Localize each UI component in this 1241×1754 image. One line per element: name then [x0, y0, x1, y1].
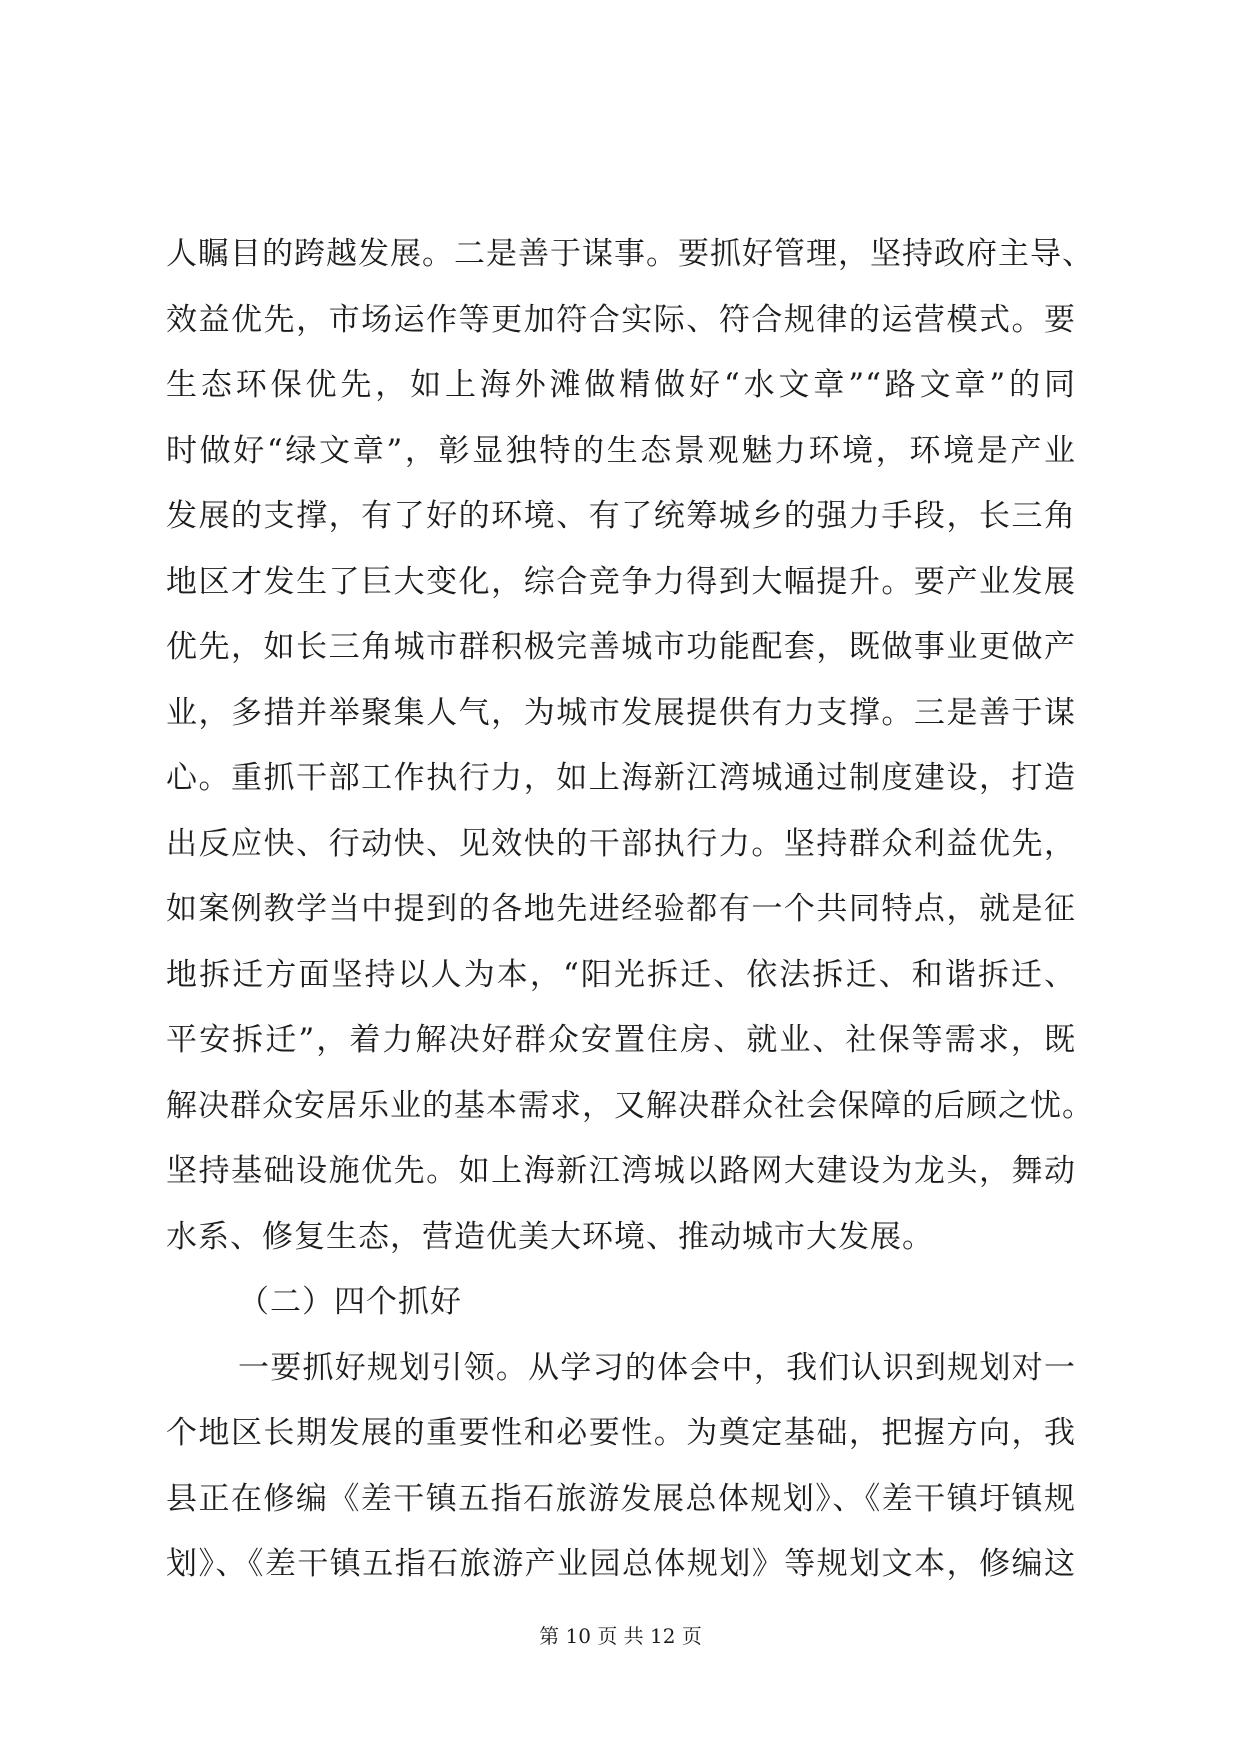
section-heading: （二）四个抓好 [238, 1284, 462, 1320]
body-text-line: 出反应快、行动快、见效快的干部执行力。坚持群众利益优先， [166, 826, 1076, 862]
body-text-line: 平安拆迁”，着力解决好群众安置住房、就业、社保等需求，既 [166, 1022, 1076, 1058]
body-text-line: 生态环保优先，如上海外滩做精做好“水文章”“路文章”的同 [166, 367, 1076, 403]
body-text-line: 一要抓好规划引领。从学习的体会中，我们认识到规划对一 [238, 1350, 1076, 1386]
page-number-footer: 第 10 页 共 12 页 [539, 1624, 702, 1648]
body-text-line: 业，多措并举聚集人气，为城市发展提供有力支撑。三是善于谋 [166, 695, 1076, 731]
body-text-line: 如案例教学当中提到的各地先进经验都有一个共同特点，就是征 [166, 891, 1076, 927]
body-text-line: 解决群众安居乐业的基本需求，又解决群众社会保障的后顾之忧。 [166, 1088, 1094, 1124]
body-text-line: 地区才发生了巨大变化，综合竞争力得到大幅提升。要产业发展 [166, 564, 1076, 600]
body-text-line: 水系、修复生态，营造优美大环境、推动城市大发展。 [166, 1219, 934, 1255]
body-text-line: 划》、《差干镇五指石旅游产业园总体规划》等规划文本，修编这 [166, 1546, 1076, 1582]
body-text-line: 坚持基础设施优先。如上海新江湾城以路网大建设为龙头，舞动 [166, 1153, 1076, 1189]
body-text-line: 人瞩目的跨越发展。二是善于谋事。要抓好管理，坚持政府主导、 [166, 236, 1094, 272]
body-text-line: 地拆迁方面坚持以人为本，“阳光拆迁、依法拆迁、和谐拆迁、 [166, 957, 1076, 993]
body-text-line: 个地区长期发展的重要性和必要性。为奠定基础，把握方向，我 [166, 1415, 1076, 1451]
body-text-line: 优先，如长三角城市群积极完善城市功能配套，既做事业更做产 [166, 629, 1076, 665]
body-text-line: 时做好“绿文章”，彰显独特的生态景观魅力环境，环境是产业 [166, 433, 1076, 469]
body-text-line: 县正在修编《差干镇五指石旅游发展总体规划》、《差干镇圩镇规 [166, 1481, 1076, 1517]
body-text-line: 发展的支撑，有了好的环境、有了统筹城乡的强力手段，长三角 [166, 498, 1076, 534]
body-text-line: 效益优先，市场运作等更加符合实际、符合规律的运营模式。要 [166, 302, 1076, 338]
body-text-line: 心。重抓干部工作执行力，如上海新江湾城通过制度建设，打造 [166, 760, 1076, 796]
